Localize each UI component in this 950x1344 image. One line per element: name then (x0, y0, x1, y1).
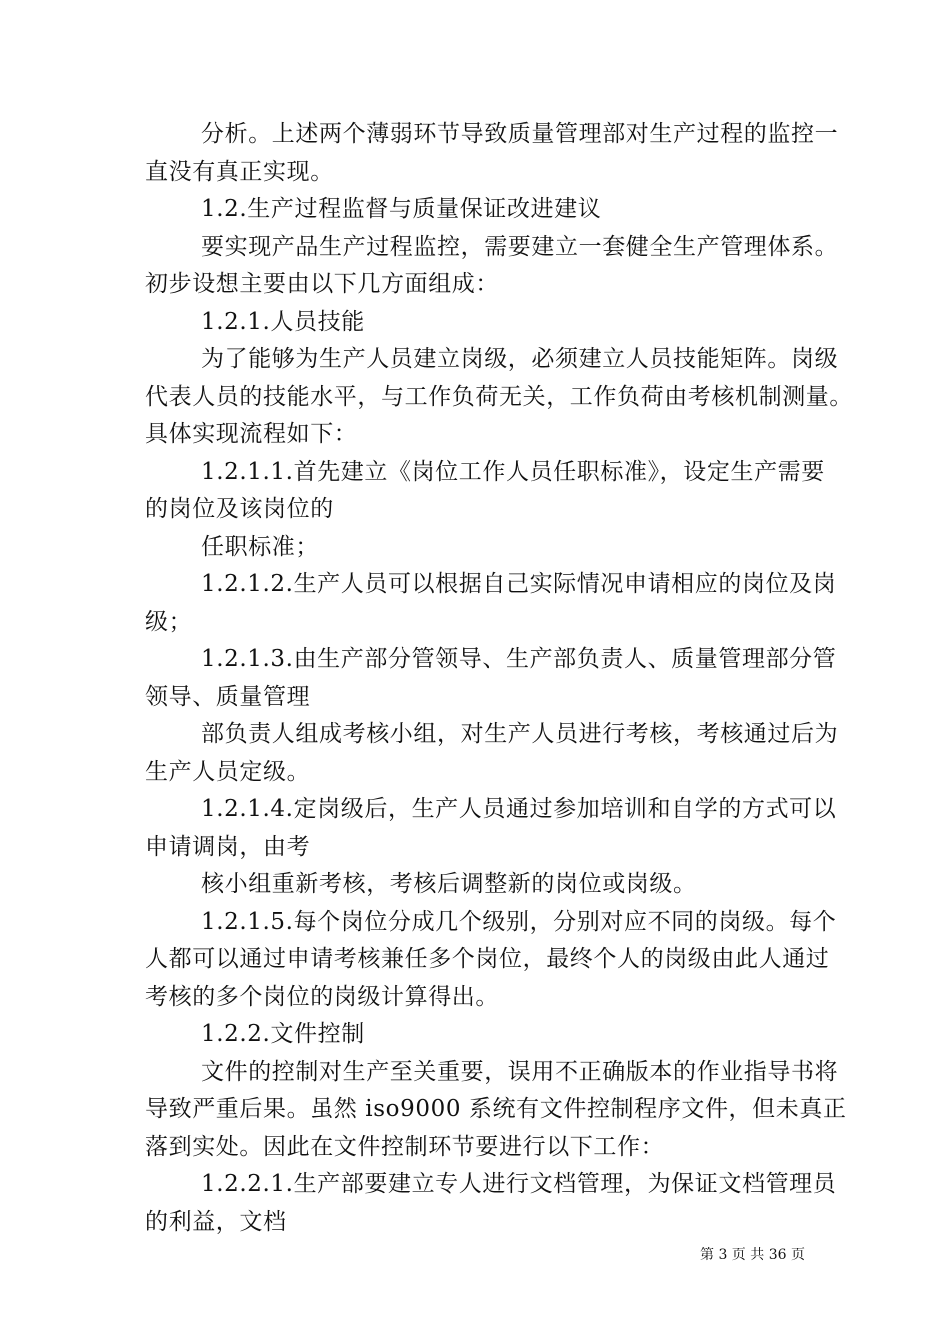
document-body (145, 116, 853, 1241)
line-text: 1.2.1.5.每个岗位分成几个级别，分别对应不同的岗级。每个 (201, 908, 837, 935)
line-text: 代表人员的技能水平，与工作负荷无关，工作负荷由考核机制测量。 (145, 383, 853, 410)
body-line (145, 116, 839, 154)
line-text: 考核的多个岗位的岗级计算得出。 (145, 983, 499, 1010)
line-text: 要实现产品生产过程监控，需要建立一套健全生产管理体系。 (201, 233, 839, 260)
body-line (145, 529, 811, 567)
body-line (145, 266, 811, 304)
line-text: 部负责人组成考核小组，对生产人员进行考核，考核通过后为 (201, 721, 839, 747)
body-line (145, 979, 811, 1017)
line-text: 的利益，文档 (145, 1208, 287, 1235)
line-text: 1.2.2.文件控制 (201, 1021, 365, 1047)
body-line (145, 229, 839, 267)
line-text: 人都可以通过申请考核兼任多个岗位，最终个人的岗级由此人通过 (145, 946, 830, 972)
list-item (145, 641, 837, 679)
line-text: 1.2.生产过程监督与质量保证改进建议 (201, 196, 602, 222)
body-line (145, 754, 811, 792)
body-line (145, 416, 811, 454)
line-text: 初步设想主要由以下几方面组成： (145, 271, 499, 297)
line-text: 1.2.1.2.生产人员可以根据自己实际情况申请相应的岗位及岗 (201, 571, 837, 597)
list-item (145, 791, 837, 829)
line-text: 1.2.1.4.定岗级后，生产人员通过参加培训和自学的方式可以 (201, 796, 837, 822)
line-text: 级； (145, 608, 193, 635)
body-line (145, 1054, 839, 1092)
line-text: 分析。上述两个薄弱环节导致质量管理部对生产过程的监控一 (201, 121, 839, 147)
body-line (145, 1091, 847, 1129)
list-item (145, 1166, 837, 1204)
section-heading (145, 304, 811, 342)
body-line (145, 491, 811, 529)
section-heading (145, 1016, 811, 1054)
body-line (145, 1204, 811, 1242)
line-text: 1.2.1.人员技能 (201, 308, 365, 335)
body-line (145, 154, 811, 192)
page-number: 第 3 页 共 36 页 (700, 1247, 805, 1263)
line-text: 1.2.1.1.首先建立《岗位工作人员任职标准》，设定生产需要 (201, 458, 825, 485)
line-text: 导致严重后果。虽然 iso9000 系统有文件控制程序文件，但未真正 (145, 1096, 847, 1122)
list-item (145, 904, 837, 942)
line-text: 落到实处。因此在文件控制环节要进行以下工作： (145, 1133, 665, 1160)
line-text: 任职标准； (201, 533, 319, 560)
list-item (145, 454, 825, 492)
line-text: 的岗位及该岗位的 (145, 496, 334, 522)
body-line (145, 866, 811, 904)
line-text: 申请调岗，由考 (145, 833, 311, 860)
line-text: 具体实现流程如下： (145, 421, 358, 447)
line-text: 领导、质量管理 (145, 683, 311, 710)
line-text: 生产人员定级。 (145, 758, 311, 785)
line-text: 1.2.1.3.由生产部分管领导、生产部负责人、质量管理部分管 (201, 646, 837, 672)
line-text: 文件的控制对生产至关重要，误用不正确版本的作业指导书将 (201, 1058, 839, 1085)
line-text: 核小组重新考核，考核后调整新的岗位或岗级。 (201, 871, 697, 897)
body-line (145, 604, 811, 642)
section-heading (145, 191, 811, 229)
body-line (145, 941, 830, 979)
body-line (145, 379, 853, 417)
body-line (145, 1129, 811, 1167)
body-line (145, 829, 811, 867)
body-line (145, 341, 839, 379)
list-item (145, 566, 837, 604)
line-text: 1.2.2.1.生产部要建立专人进行文档管理，为保证文档管理员 (201, 1171, 837, 1197)
body-line (145, 679, 811, 717)
body-line (145, 716, 839, 754)
line-text: 直没有真正实现。 (145, 158, 334, 185)
line-text: 为了能够为生产人员建立岗级，必须建立人员技能矩阵。岗级 (201, 346, 839, 372)
